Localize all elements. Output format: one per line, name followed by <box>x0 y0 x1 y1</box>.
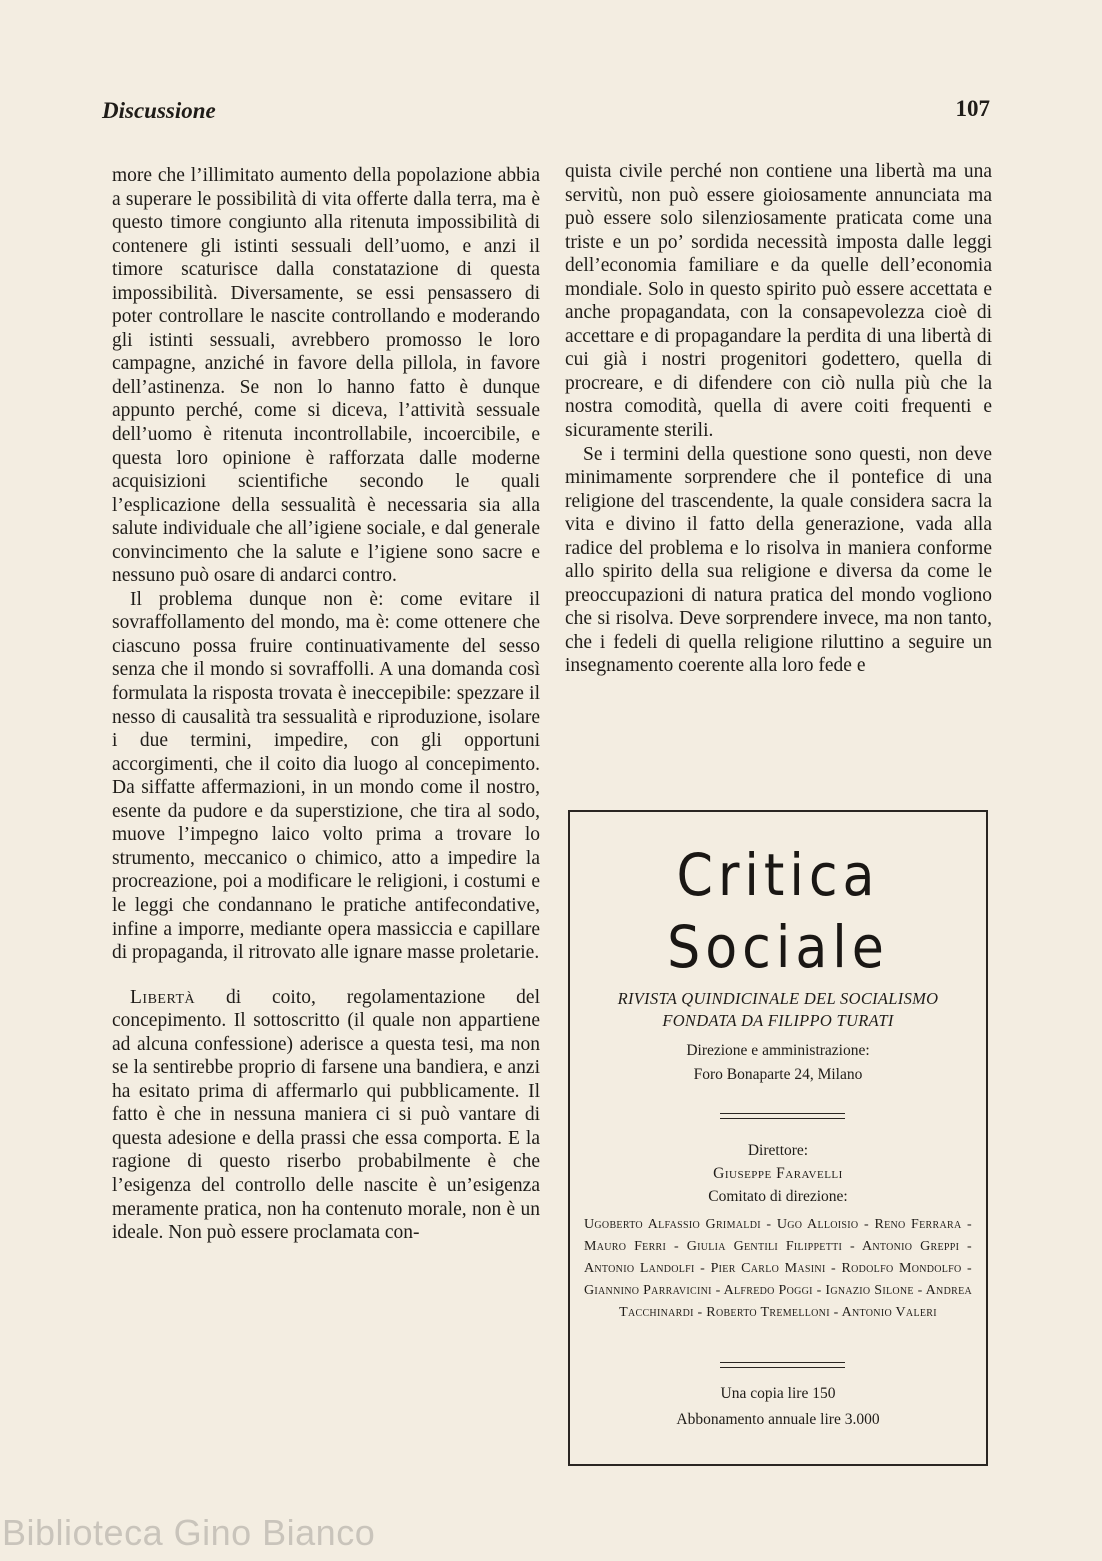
ad-subtitle: RIVISTA QUINDICINALE DEL SOCIALISMO <box>617 989 939 1008</box>
ad-committee-label: Comitato di direzione: <box>708 1188 848 1205</box>
paragraph: Il problema dunque non è: come evitare il sovraffollamento del mondo, ma è: come ottenere che ciascuno possa fruire continuativamente del sesso senza che il mondo si sovraffolli. A una domanda così formulata la risposta trovata è ineccepibile: spezzare il nesso di causalità tra sessualità e riproduzione, isolare i due termini, impedire, con gli opportuni accorgimenti, che il coito dia luogo al concepimento. Da siffatte affermazioni, in un mondo come il nostro, esente da pudore e da superstizione, che tira al sodo, muove l’impegno laico volto prima a trovare lo strumento, meccanico o chimico, atto a impedire la procreazione, poi a modificare le religioni, i costumi e le leggi che condannano le pratiche antifecondative, infine a imporre, mediante opera massiccia e capillare di propaganda, il ritrovato alle ignare masse proletarie. <box>112 588 540 964</box>
page-header <box>102 98 990 134</box>
ad-subscription: Abbonamento annuale lire 3.000 <box>676 1411 880 1428</box>
ad-admin-label: Direzione e amministrazione: <box>686 1042 870 1059</box>
library-watermark: Biblioteca Gino Bianco <box>2 1512 376 1553</box>
ad-title-line2: Sociale <box>667 913 889 981</box>
ad-subtitle: FONDATA DA FILIPPO TURATI <box>662 1011 894 1030</box>
page-number: 107 <box>955 96 990 121</box>
ad-director-name: Giuseppe Faravelli <box>713 1165 843 1182</box>
advertisement-box <box>568 810 988 1466</box>
paragraph: Se i termini della questione sono questi, non deve minimamente sorprendere che il pontefice di una religione del trascendente, la quale considera sacra la vita e divino il fatto della generazione, vada alla radice del problema e lo risolva in maniera conforme allo spirito della sua religione e diversa da come le preoccupazioni di natura pratica del mondo vogliono che si risolva. Deve sorprendere invece, ma non tanto, che i fedeli di quella religione riluttino a seguire un insegnamento coerente alla loro fede e <box>565 443 992 677</box>
left-column <box>112 164 540 1245</box>
right-column <box>565 160 992 678</box>
ad-price: Una copia lire 150 <box>720 1385 836 1402</box>
section-title: Discussione <box>102 98 216 123</box>
paragraph <box>112 986 540 1245</box>
ad-divider <box>720 1113 845 1119</box>
ad-committee-list: Ugoberto Alfassio Grimaldi - Ugo Alloisio - Reno Ferrara - Mauro Ferri - Giulia Gentili Filippetti - Antonio Greppi - Antonio Landolfi - Pier Carlo Masini - Rodolfo Mondolfo - Giannino Parravicini - Alfredo Poggi - Ignazio Silone - Andrea Tacchinardi - Roberto Tremelloni - Antonio Valeri <box>584 1217 972 1320</box>
ad-title-line1: Critica <box>676 841 880 909</box>
paragraph-lead-word: Libertà <box>130 986 196 1008</box>
ad-director-label: Direttore: <box>747 1142 809 1159</box>
paragraph: quista civile perché non contiene una libertà ma una servitù, non può essere gioiosamente annunciata ma può essere solo silenziosamente praticata come una triste e un po’ sordida necessità imposta dalle leggi dell’economia familiare e da quelle dell’economia mondiale. Solo in questo spirito può essere accettata e anche propagandata, con la consapevolezza cioè di accettare e di propagandare la perdita di una libertà di cui già i nostri progenitori godettero, quella di procreare, e di difendere con ciò nulla più che la nostra comodità, quella di avere coiti frequenti e sicuramente sterili. <box>565 161 992 442</box>
ad-divider <box>720 1362 845 1368</box>
ad-address: Foro Bonaparte 24, Milano <box>693 1066 863 1083</box>
paragraph: more che l’illimitato aumento della popolazione abbia a superare le possibilità di vita offerte dalla terra, ma è questo timore congiunto alla ritenuta impossibilità di contenere gli istinti sessuali dell’uomo, e anzi il timore scaturisce dalla constatazione di questa impossibilità. Diversamente, se essi pensassero di poter controllare le nascite controllando e moderando gli istinti sessuali, avrebbero promosso le loro campagne, anziché in favore della pillola, in favore dell’astinenza. Se non lo hanno fatto è dunque appunto perché, come si diceva, l’attività sessuale dell’uomo è ritenuta incontrollabile, incoercibile, e questa loro opinione è rafforzata dalle moderne acquisizioni scientifiche secondo le quali l’esplicazione della sessualità è necessaria sia alla salute individuale che all’igiene sociale, e dal generale convincimento che la salute e l’igiene sono sacre e nessuno può osare di andarci contro. <box>112 165 540 587</box>
paragraph-text: di coito, regolamentazione del concepimento. Il sottoscritto (il quale non appartiene ad alcuna confessione) aderisce a questa tesi, ma non se la sentirebbe proprio di farsene una bandiera, e anzi ha esitato prima di affermarlo qui pubblicamente. Il fatto è che in nessuna maniera ci si può vantare di questa adesione e della prassi che essa comporta. E la ragione di questo riserbo probabilmente è che l’esigenza del controllo delle nascite è un’esigenza meramente pratica, non ha contenuto morale, non è un ideale. Non può essere proclamata con- <box>112 986 540 1244</box>
